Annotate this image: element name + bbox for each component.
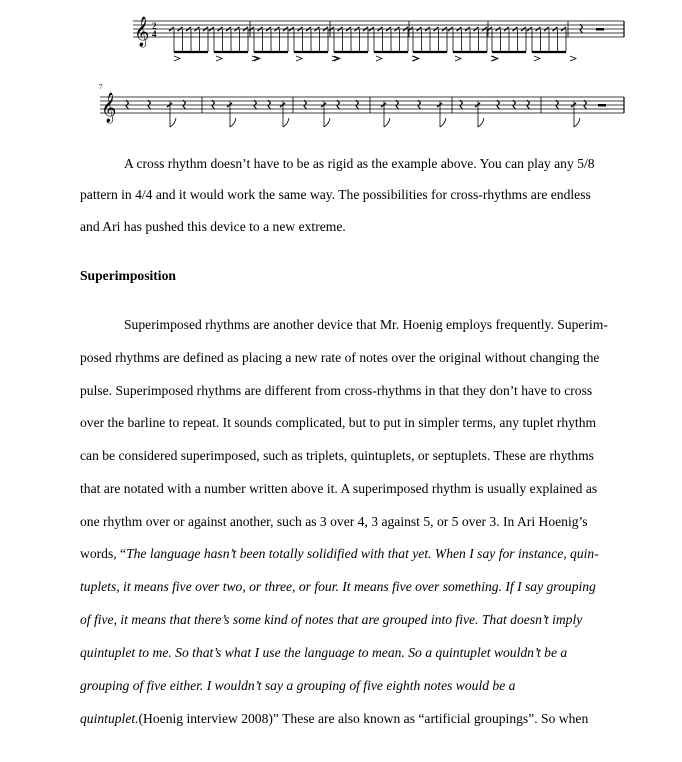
note-flag bbox=[324, 118, 330, 127]
paragraph-line bbox=[80, 546, 620, 562]
text-plain: (Hoenig interview 2008)” These are also known as “artificial groupings”. So when bbox=[138, 711, 589, 726]
note-flag bbox=[283, 118, 289, 127]
measure-number: 7 bbox=[99, 83, 103, 91]
accent-mark bbox=[492, 56, 498, 61]
paragraph-line: over the barline to repeat. It sounds complicated, but to put in simpler terms, any tuplet rhythm bbox=[80, 415, 597, 430]
paragraph-line: one rhythm over or against another, such as 3 over 4, 3 against 5, or 5 over 3. In Ari Hoenig’s bbox=[80, 514, 588, 529]
note-flag bbox=[574, 118, 580, 127]
staff-system-1 bbox=[133, 16, 624, 61]
accent-mark bbox=[413, 56, 419, 61]
paragraph-line: posed rhythms are defined as placing a new rate of notes over the original without changing the bbox=[80, 350, 600, 365]
accent-mark bbox=[570, 56, 576, 61]
quote-line: quintuplet to me. So that’s what I use the language to mean. So a quintuplet wouldn’t be a bbox=[80, 645, 568, 660]
quote-italic: The language hasn’t been totally solidified with that yet. When I say for instance, quin- bbox=[126, 546, 599, 561]
half-rest-icon bbox=[596, 28, 604, 31]
note-flag bbox=[384, 118, 390, 127]
note-flag bbox=[478, 118, 484, 127]
section-heading: Superimposition bbox=[80, 268, 176, 283]
quote-line: grouping of five either. I wouldn’t say a grouping of five eighth notes would be a bbox=[80, 678, 516, 693]
accent-mark bbox=[296, 56, 302, 61]
quote-italic: quintuplet. bbox=[80, 711, 139, 726]
note-flag bbox=[170, 118, 176, 127]
treble-clef-icon: 𝄞 bbox=[134, 17, 150, 47]
paragraph-line: A cross rhythm doesn’t have to be as rigid as the example above. You can play any 5/8 bbox=[124, 156, 595, 171]
paragraph-line: pulse. Superimposed rhythms are different from cross-rhythms in that they don’t have to cross bbox=[80, 383, 593, 398]
music-score bbox=[0, 0, 682, 140]
staff-system-2 bbox=[100, 92, 624, 127]
paragraph-line: that are notated with a number written above it. A superimposed rhythm is usually explained as bbox=[80, 481, 598, 496]
paragraph-line: and Ari has pushed this device to a new extreme. bbox=[80, 219, 346, 234]
quote-line: tuplets, it means five over two, or three, or four. It means five over something. If I say grouping bbox=[80, 579, 596, 594]
paragraph-line: pattern in 4/4 and it would work the same way. The possibilities for cross-rhythms are endless bbox=[80, 187, 591, 202]
paragraph-line: can be considered superimposed, such as triplets, quintuplets, or septuplets. These are rhythms bbox=[80, 448, 594, 463]
time-signature-top: 2 bbox=[152, 21, 157, 31]
paragraph-line: Superimposed rhythms are another device that Mr. Hoenig employs frequently. Superim- bbox=[124, 317, 608, 332]
time-signature-bottom: 4 bbox=[152, 29, 157, 39]
accent-mark bbox=[174, 56, 180, 61]
text-plain: words, “ bbox=[80, 546, 127, 561]
note-flag bbox=[230, 118, 236, 127]
half-rest-icon bbox=[598, 104, 606, 107]
accent-mark bbox=[216, 56, 222, 61]
quote-line: of five, it means that there’s some kind of notes that are grouped into five. That doesn’t imply bbox=[80, 612, 583, 627]
note-flag bbox=[440, 118, 446, 127]
accent-mark bbox=[376, 56, 382, 61]
treble-clef-icon: 𝄞 bbox=[101, 93, 117, 123]
paragraph-line bbox=[80, 711, 620, 727]
accent-mark bbox=[455, 56, 461, 61]
accent-mark bbox=[534, 56, 540, 61]
